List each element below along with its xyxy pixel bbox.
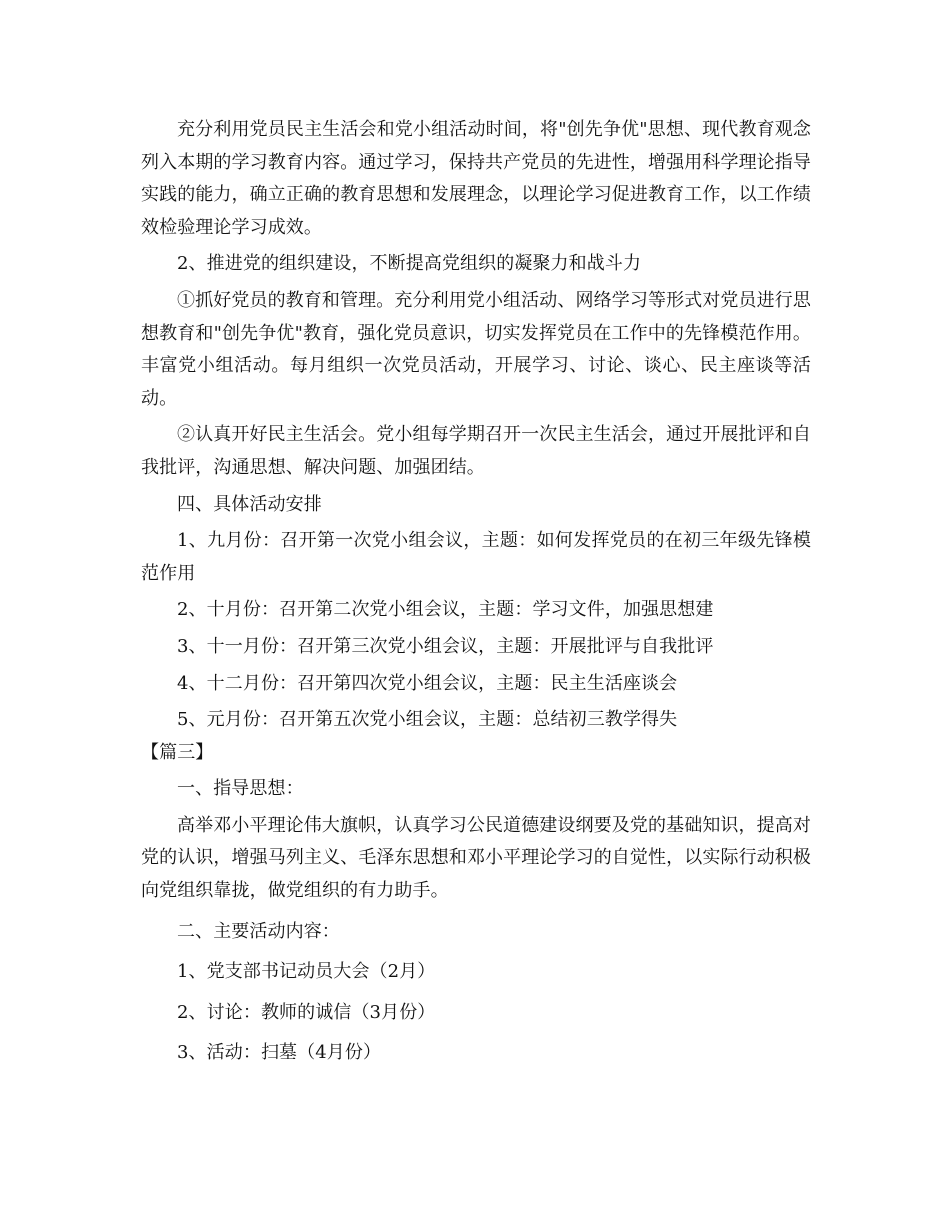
activity-item-tomb-sweeping: 3、活动：扫墓（4月份） xyxy=(177,1042,382,1064)
paragraph-guiding-thought: 高举邓小平理论伟大旗帜，认真学习公民道德建设纲要及党的基础知识，提高对党的认识，增强马列主义、毛泽东思想和邓小平理论学习的自觉性，以实际行动积极向党组织靠拢，做党组织的有力助手。 xyxy=(141,814,811,902)
schedule-item-december: 4、十二月份：召开第四次党小组会议，主题：民主生活座谈会 xyxy=(177,672,678,694)
activity-item-mobilization: 1、党支部书记动员大会（2月） xyxy=(177,961,436,983)
paragraph-organization-heading: 2、推进党的组织建设，不断提高党组织的凝聚力和战斗力 xyxy=(177,253,642,275)
schedule-item-january: 5、元月份：召开第五次党小组会议，主题：总结初三教学得失 xyxy=(177,709,678,731)
section-heading-activity-schedule: 四、具体活动安排 xyxy=(177,493,322,515)
section-title-part-three: 【篇三】 xyxy=(141,741,214,763)
activity-item-discussion: 2、讨论：教师的诚信（3月份） xyxy=(177,1001,436,1023)
paragraph-democratic-life: ②认真开好民主生活会。党小组每学期召开一次民主生活会，通过开展批评和自我批评，沟通思想、解决问题、加强团结。 xyxy=(141,424,811,478)
section-heading-guiding-thought: 一、指导思想： xyxy=(177,778,304,800)
section-heading-main-activities: 二、主要活动内容： xyxy=(177,920,340,942)
paragraph-member-education: ①抓好党员的教育和管理。充分利用党小组活动、网络学习等形式对党员进行思想教育和"创先争优"教育，强化党员意识，切实发挥党员在工作中的先锋模范作用。丰富党小组活动。每月组织一次党员活动，开展学习、讨论、谈心、民主座谈等活动。 xyxy=(141,289,811,409)
document-body xyxy=(141,114,811,1070)
schedule-item-november: 3、十一月份：召开第三次党小组会议，主题：开展批评与自我批评 xyxy=(177,635,714,657)
paragraph-study-content: 充分利用党员民主生活会和党小组活动时间，将"创先争优"思想、现代教育观念列入本期的学习教育内容。通过学习，保持共产党员的先进性，增强用科学理论指导实践的能力，确立正确的教育思想和发展理念，以理论学习促进教育工作，以工作绩效检验理论学习成效。 xyxy=(141,119,811,238)
schedule-item-october: 2、十月份：召开第二次党小组会议，主题：学习文件，加强思想建 xyxy=(177,599,714,621)
schedule-item-september: 1、九月份：召开第一次党小组会议，主题：如何发挥党员的在初三年级先锋模范作用 xyxy=(141,530,811,584)
